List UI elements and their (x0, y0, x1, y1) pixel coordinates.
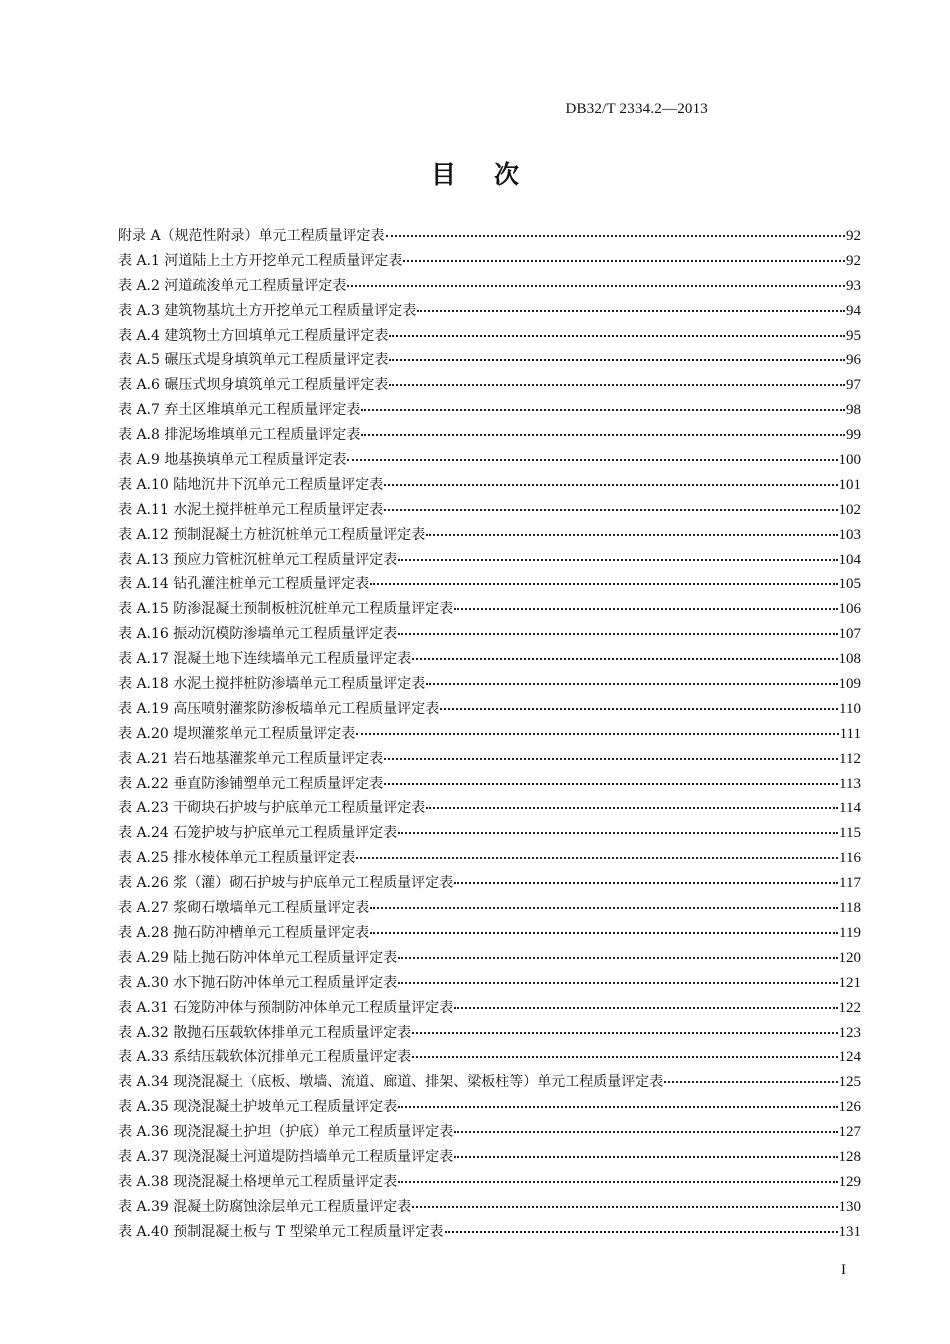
toc-leader-dots (389, 323, 845, 337)
toc-leader-dots (454, 596, 837, 610)
toc-entry-label: 表 A.20 堤坝灌浆单元工程质量评定表 (118, 725, 356, 742)
toc-entry[interactable] (118, 996, 861, 1021)
toc-entry-page: 113 (839, 775, 861, 792)
toc-entry-label: 表 A.11 水泥土搅拌桩单元工程质量评定表 (118, 501, 384, 518)
toc-entry-page: 128 (838, 1148, 861, 1165)
toc-entry-page: 120 (838, 949, 861, 966)
toc-entry-page: 129 (838, 1173, 861, 1190)
toc-entry-label: 表 A.32 散抛石压载软体排单元工程质量评定表 (118, 1024, 412, 1041)
toc-entry-page: 92 (846, 228, 861, 244)
toc-leader-dots (389, 372, 845, 386)
toc-entry[interactable] (118, 747, 861, 772)
toc-leader-dots (412, 1020, 837, 1034)
toc-entry-page: 119 (839, 924, 861, 941)
toc-entry-page: 130 (838, 1198, 861, 1215)
toc-leader-dots (412, 1194, 837, 1208)
toc-leader-dots (347, 273, 845, 287)
toc-entry[interactable] (118, 672, 861, 697)
toc-entry[interactable] (118, 398, 861, 423)
toc-entry[interactable] (118, 249, 861, 274)
toc-leader-dots (356, 721, 838, 735)
page-title: 目次 (430, 160, 557, 189)
toc-leader-dots (384, 472, 837, 486)
toc-leader-dots (384, 746, 838, 760)
toc-entry-page: 104 (838, 551, 861, 568)
toc-entry[interactable] (118, 971, 861, 996)
toc-leader-dots (398, 621, 837, 635)
toc-entry-label: 表 A.38 现浇混凝土格埂单元工程质量评定表 (118, 1173, 398, 1190)
toc-leader-dots (384, 497, 837, 511)
standard-code: DB32/T 2334.2—2013 (565, 101, 708, 117)
toc-leader-dots (454, 870, 838, 884)
toc-entry-label: 表 A.22 垂直防渗铺塑单元工程质量评定表 (118, 775, 384, 792)
toc-leader-dots (398, 945, 837, 959)
toc-entry-label: 表 A.17 混凝土地下连续墙单元工程质量评定表 (118, 651, 412, 668)
toc-entry-label: 表 A.26 浆（灌）砌石护坡与护底单元工程质量评定表 (118, 875, 454, 892)
toc-leader-dots (412, 1044, 837, 1058)
toc-entry[interactable] (118, 1120, 861, 1145)
toc-entry-label: 表 A.2 河道疏浚单元工程质量评定表 (118, 277, 347, 294)
toc-entry-label: 表 A.40 预制混凝土板与 T 型梁单元工程质量评定表 (118, 1223, 444, 1240)
toc-entry[interactable] (118, 1195, 861, 1220)
toc-entry-page: 126 (838, 1099, 861, 1116)
toc-entry[interactable] (118, 1021, 861, 1046)
toc-entry-label: 表 A.21 岩石地基灌浆单元工程质量评定表 (118, 750, 384, 767)
toc-entry[interactable] (118, 1220, 861, 1245)
toc-entry-label: 表 A.14 钻孔灌注桩单元工程质量评定表 (118, 576, 370, 593)
toc-leader-dots (426, 795, 838, 809)
toc-entry-page: 99 (846, 427, 861, 444)
toc-entry[interactable] (118, 846, 861, 871)
toc-leader-dots (440, 696, 838, 710)
toc-leader-dots (398, 970, 837, 984)
toc-entry[interactable] (118, 921, 861, 946)
toc-entry-label: 表 A.15 防渗混凝土预制板桩沉桩单元工程质量评定表 (118, 601, 454, 618)
toc-entry-label: 表 A.36 现浇混凝土护坦（护底）单元工程质量评定表 (118, 1124, 454, 1141)
toc-leader-dots (398, 1094, 837, 1108)
toc-leader-dots (361, 422, 845, 436)
toc-entry-page: 124 (838, 1049, 861, 1066)
toc-entry[interactable] (118, 622, 861, 647)
toc-entry-page: 112 (839, 750, 861, 767)
toc-leader-dots (426, 522, 837, 536)
toc-leader-dots (454, 1144, 837, 1158)
toc-entry[interactable] (118, 523, 861, 548)
toc-entry[interactable] (118, 821, 861, 846)
toc-entry-label: 表 A.30 水下抛石防冲体单元工程质量评定表 (118, 974, 398, 991)
toc-entry-label: 表 A.29 陆上抛石防冲体单元工程质量评定表 (118, 949, 398, 966)
toc-entry-page: 93 (846, 277, 861, 294)
toc-entry-page: 115 (839, 825, 861, 842)
toc-entry[interactable] (118, 647, 861, 672)
toc-entry[interactable] (118, 1095, 861, 1120)
toc-leader-dots (417, 298, 845, 312)
toc-entry-page: 105 (838, 576, 861, 593)
toc-leader-dots (389, 347, 845, 361)
toc-entry-label: 表 A.6 碾压式坝身填筑单元工程质量评定表 (118, 377, 389, 394)
toc-leader-dots (664, 1069, 837, 1083)
toc-entry-label: 表 A.25 排水棱体单元工程质量评定表 (118, 850, 356, 867)
toc-leader-dots (384, 771, 838, 785)
toc-entry-label: 表 A.35 现浇混凝土护坡单元工程质量评定表 (118, 1099, 398, 1116)
toc-entry[interactable] (118, 871, 861, 896)
toc-entry-label: 表 A.13 预应力管桩沉桩单元工程质量评定表 (118, 551, 398, 568)
toc-entry-label: 表 A.10 陆地沉井下沉单元工程质量评定表 (118, 476, 384, 493)
toc-entry-page: 116 (839, 850, 861, 867)
toc-leader-dots (370, 895, 838, 909)
toc-entry-page: 125 (838, 1074, 861, 1091)
toc-entry[interactable] (118, 772, 861, 797)
toc-entry[interactable] (118, 1170, 861, 1195)
toc-entry-label: 表 A.39 混凝土防腐蚀涂层单元工程质量评定表 (118, 1198, 412, 1215)
toc-entry-label: 附录 A（规范性附录）单元工程质量评定表 (118, 228, 385, 244)
toc-entry-page: 95 (846, 327, 861, 344)
toc-entry-label: 表 A.37 现浇混凝土河道堤防挡墙单元工程质量评定表 (118, 1148, 454, 1165)
toc-entry-page: 100 (838, 452, 861, 469)
table-of-contents (118, 224, 861, 1245)
toc-entry[interactable] (118, 324, 861, 349)
toc-entry-page: 109 (838, 676, 861, 693)
toc-entry-page: 94 (846, 302, 861, 319)
toc-entry-label: 表 A.9 地基换填单元工程质量评定表 (118, 452, 347, 469)
toc-entry[interactable] (118, 373, 861, 398)
toc-entry-page: 127 (838, 1124, 861, 1141)
toc-entry[interactable] (118, 448, 861, 473)
toc-leader-dots (370, 571, 837, 585)
toc-entry[interactable] (118, 348, 861, 373)
toc-entry[interactable] (118, 548, 861, 573)
toc-entry-page: 114 (839, 800, 861, 817)
toc-entry[interactable] (118, 946, 861, 971)
toc-entry-label: 表 A.1 河道陆上土方开挖单元工程质量评定表 (118, 252, 403, 269)
toc-leader-dots (412, 646, 837, 660)
toc-entry-page: 102 (838, 501, 861, 518)
toc-entry-page: 107 (838, 626, 861, 643)
toc-entry-label: 表 A.16 振动沉模防渗墙单元工程质量评定表 (118, 626, 398, 643)
toc-leader-dots (398, 820, 838, 834)
toc-entry[interactable] (118, 1145, 861, 1170)
toc-entry-page: 98 (846, 402, 861, 419)
toc-entry[interactable] (118, 1045, 861, 1070)
toc-entry-page: 92 (846, 252, 861, 269)
toc-leader-dots (347, 447, 837, 461)
toc-entry-page: 96 (846, 352, 861, 369)
toc-entry-label: 表 A.34 现浇混凝土（底板、墩墙、流道、廊道、排架、梁板柱等）单元工程质量评定表 (118, 1074, 664, 1091)
toc-entry[interactable] (118, 274, 861, 299)
toc-entry[interactable] (118, 498, 861, 523)
toc-entry-page: 123 (838, 1024, 861, 1041)
toc-leader-dots (370, 920, 838, 934)
toc-entry-label: 表 A.28 抛石防冲槽单元工程质量评定表 (118, 924, 370, 941)
toc-entry-page: 97 (846, 377, 861, 394)
toc-entry[interactable] (118, 572, 861, 597)
toc-entry[interactable] (118, 896, 861, 921)
toc-entry-page: 101 (838, 476, 861, 493)
toc-entry-page: 117 (839, 875, 861, 892)
toc-entry-page: 111 (839, 725, 861, 742)
page-number: I (841, 1262, 846, 1278)
toc-entry-label: 表 A.4 建筑物土方回填单元工程质量评定表 (118, 327, 389, 344)
toc-leader-dots (398, 1169, 837, 1183)
toc-leader-dots (356, 845, 838, 859)
toc-leader-dots (426, 671, 837, 685)
toc-entry-label: 表 A.19 高压喷射灌浆防渗板墙单元工程质量评定表 (118, 700, 440, 717)
toc-entry-label: 表 A.33 系结压载软体沉排单元工程质量评定表 (118, 1049, 412, 1066)
toc-entry-page: 121 (838, 974, 861, 991)
toc-leader-dots (386, 223, 845, 237)
toc-entry[interactable] (118, 697, 861, 722)
toc-entry[interactable] (118, 722, 861, 747)
toc-leader-dots (361, 397, 845, 411)
toc-leader-dots (403, 248, 845, 262)
toc-entry-page: 118 (839, 900, 861, 917)
toc-entry[interactable] (118, 423, 861, 448)
toc-entry-label: 表 A.23 干砌块石护坡与护底单元工程质量评定表 (118, 800, 426, 817)
toc-leader-dots (454, 1119, 837, 1133)
toc-entry-label: 表 A.24 石笼护坡与护底单元工程质量评定表 (118, 825, 398, 842)
toc-entry-label: 表 A.8 排泥场堆填单元工程质量评定表 (118, 427, 361, 444)
toc-entry-label: 表 A.7 弃土区堆填单元工程质量评定表 (118, 402, 361, 419)
toc-entry-label: 表 A.31 石笼防冲体与预制防冲体单元工程质量评定表 (118, 999, 454, 1016)
toc-entry[interactable] (118, 473, 861, 498)
toc-leader-dots (398, 547, 837, 561)
toc-entry-label: 表 A.12 预制混凝土方桩沉桩单元工程质量评定表 (118, 526, 426, 543)
toc-entry-page: 110 (839, 700, 861, 717)
toc-entry[interactable] (118, 224, 861, 249)
toc-entry-page: 108 (838, 651, 861, 668)
toc-entry-page: 103 (838, 526, 861, 543)
toc-entry[interactable] (118, 299, 861, 324)
toc-entry-label: 表 A.3 建筑物基坑土方开挖单元工程质量评定表 (118, 302, 417, 319)
toc-entry-label: 表 A.5 碾压式堤身填筑单元工程质量评定表 (118, 352, 389, 369)
toc-entry[interactable] (118, 597, 861, 622)
toc-leader-dots (445, 1219, 838, 1233)
toc-entry-label: 表 A.27 浆砌石墩墙单元工程质量评定表 (118, 900, 370, 917)
toc-entry-page: 131 (838, 1223, 861, 1240)
toc-leader-dots (454, 995, 837, 1009)
toc-entry-label: 表 A.18 水泥土搅拌桩防渗墙单元工程质量评定表 (118, 676, 426, 693)
toc-entry[interactable] (118, 796, 861, 821)
toc-entry-page: 122 (838, 999, 861, 1016)
toc-entry-page: 106 (838, 601, 861, 618)
toc-entry[interactable] (118, 1070, 861, 1095)
